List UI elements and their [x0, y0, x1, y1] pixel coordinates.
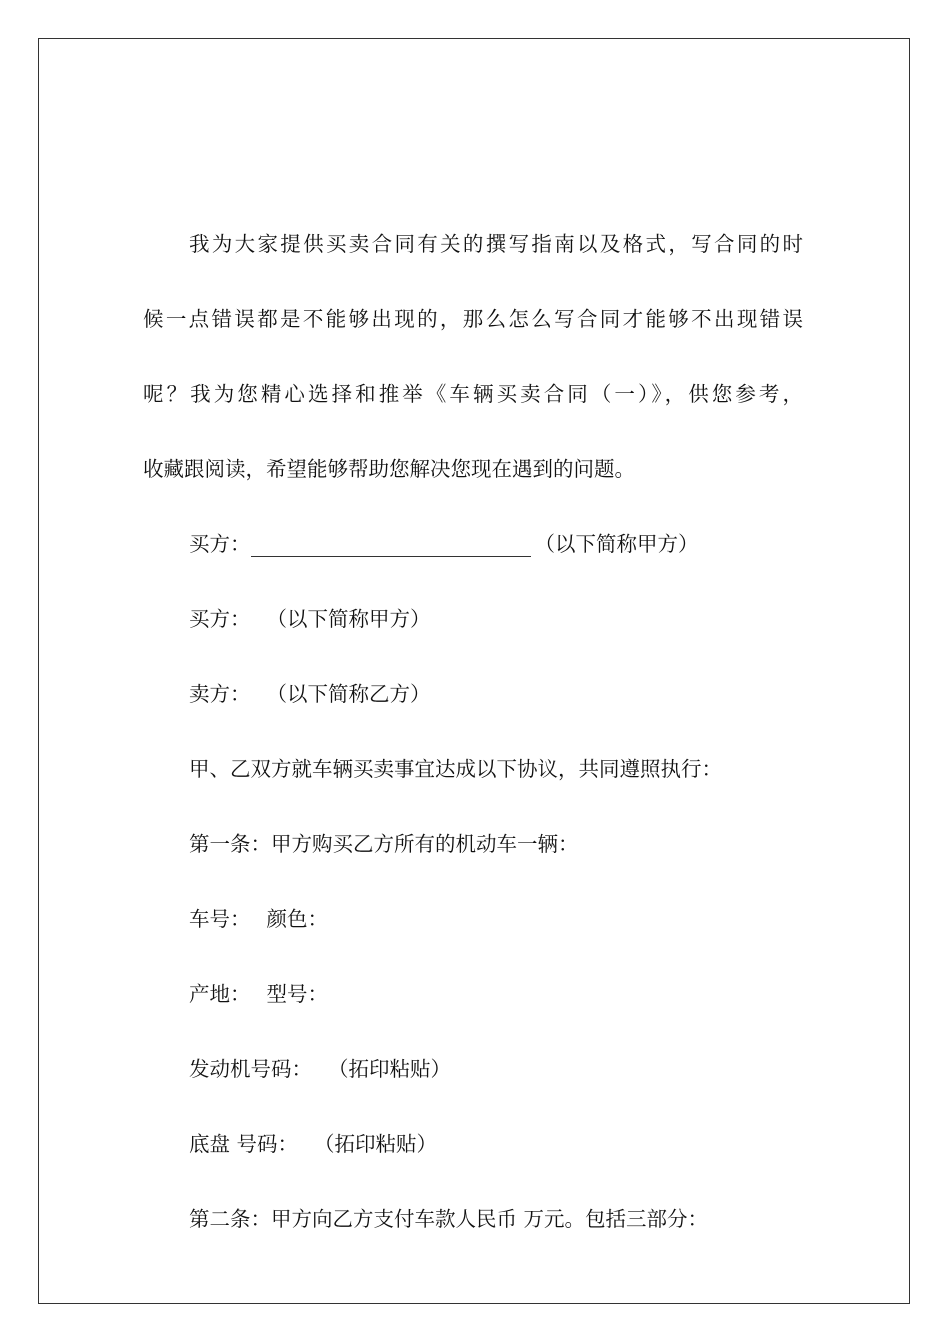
chassis-label: 底盘 号码：	[189, 1132, 299, 1156]
intro-line: 收藏跟阅读，希望能够帮助您解决您现在遇到的问题。	[143, 457, 635, 481]
buyer-blank-label: 买方：	[189, 532, 251, 556]
intro-paragraph	[143, 207, 803, 507]
buyer-line	[143, 582, 803, 657]
chassis-number-line	[143, 1107, 803, 1182]
intro-line: 呢？我为您精心选择和推举《车辆买卖合同（一）》，供您参考，	[143, 382, 803, 406]
plate-color-line	[143, 882, 803, 957]
model-label: 型号：	[266, 982, 328, 1006]
chassis-note: （拓印粘贴）	[314, 1132, 438, 1156]
article-1: 第一条：甲方购买乙方所有的机动车一辆：	[189, 832, 579, 856]
engine-label: 发动机号码：	[189, 1057, 312, 1081]
engine-number-line	[143, 1032, 803, 1107]
seller-label: 卖方：	[189, 682, 251, 706]
seller-line	[143, 657, 803, 732]
color-label: 颜色：	[266, 907, 328, 931]
buyer-suffix: （以下简称甲方）	[266, 607, 431, 631]
plate-label: 车号：	[189, 907, 251, 931]
origin-model-line	[143, 957, 803, 1032]
buyer-blank-line	[143, 507, 803, 582]
buyer-blank-underline	[251, 534, 531, 557]
buyer-blank-suffix: （以下简称甲方）	[534, 532, 699, 556]
agreement-line: 甲、乙双方就车辆买卖事宜达成以下协议，共同遵照执行：	[189, 757, 722, 781]
article-2: 第二条：甲方向乙方支付车款人民币 万元。包括三部分：	[189, 1207, 709, 1231]
seller-suffix: （以下简称乙方）	[266, 682, 431, 706]
intro-line: 我为大家提供买卖合同有关的撰写指南以及格式，写合同的时	[189, 232, 803, 256]
intro-line: 候一点错误都是不能够出现的，那么怎么写合同才能够不出现错误	[143, 307, 803, 331]
origin-label: 产地：	[189, 982, 251, 1006]
document-body	[143, 207, 803, 1257]
buyer-label: 买方：	[189, 607, 251, 631]
engine-note: （拓印粘贴）	[328, 1057, 451, 1081]
